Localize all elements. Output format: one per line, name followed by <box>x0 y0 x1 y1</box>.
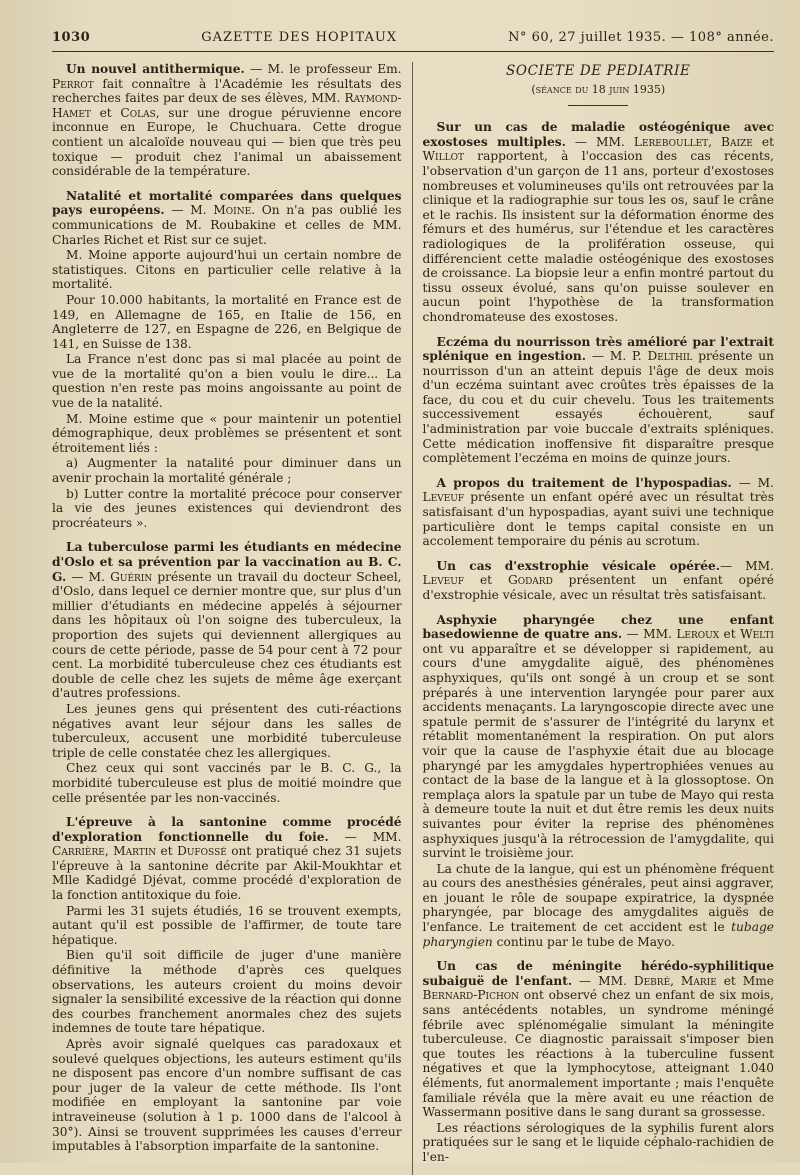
author-name: Welti <box>740 627 774 642</box>
article-text: continu par le tube de Mayo. <box>492 934 675 949</box>
article-title: Natalité et mortalité comparées dans quelques pays européens. <box>52 188 402 218</box>
article-title: Un nouvel antithermique. <box>66 62 245 76</box>
article-title: L'épreuve à la santonine comme procédé d'exploration fonctionnelle du foie. <box>52 815 402 844</box>
columns <box>52 62 774 1175</box>
author-name: Perrot <box>52 76 94 91</box>
author-name: Leveuf <box>422 573 465 588</box>
journal-title: GAZETTE DES HOPITAUX <box>201 30 398 45</box>
article-natalite <box>52 189 402 531</box>
article-text: et <box>464 573 508 588</box>
author-name: Willot <box>422 149 464 164</box>
paragraph: Après avoir signalé quelques cas paradoxaux et soulevé quelques objections, les auteurs estiment qu'ils ne disposent pas encore d'un nombre suffisant de cas pour juger de la valeur de cette méthode. Ils l'ont modifiée en employant la santonine par voie intraveineuse (solution à 1 p. 1000 dans de l'alcool à 30°). Ainsi se trouvent supprimées les causes d'erreur imputables à l'absorption imparfaite de la santonine. <box>52 1037 402 1154</box>
article-title: Asphyxie pharyngée chez une enfant basedowienne de quatre ans. <box>422 612 774 642</box>
article-tuberculose <box>52 540 402 805</box>
paragraph: Les réactions sérologiques de la syphilis furent alors pratiquées sur le sang et le liquide céphalo-rachidien de l'en- <box>422 1120 774 1164</box>
article-santonine <box>52 815 402 1154</box>
article-text: — MM. <box>328 829 402 844</box>
author-name: Lereboullet, Baize <box>633 134 753 149</box>
article-text: et <box>156 844 178 859</box>
paragraph: b) Lutter contre la mortalité précoce pour conserver la vie des jeunes existences qui deviendront des procréateurs ». <box>52 486 402 530</box>
paragraph: M. Moine apporte aujourd'hui un certain nombre de statistiques. Citons en particulier celle relative à la mortalité. <box>52 248 402 292</box>
article-title: Eczéma du nourrisson très amélioré par l'extrait splénique en ingestion. <box>422 334 774 364</box>
article-text: — MM. <box>720 558 774 573</box>
paragraph: La France n'est donc pas si mal placée au point de vue de la mortalité qu'on a bien voulu le dire... La question n'en reste pas moins angoissante au point de vue de la natalité. <box>52 352 402 411</box>
paragraph: Chez ceux qui sont vaccinés par le B. C. G., la morbidité tuberculeuse est plus de moitié moindre que celle présentée par les non-vaccinés. <box>52 761 402 805</box>
article-text: et <box>90 105 121 120</box>
page-header <box>52 30 774 52</box>
article-antithermique <box>52 62 402 179</box>
author-name: Dufossé <box>177 844 227 859</box>
article-text: fait connaître à l'Académie les résultats des recherches faites par deux de ses élèves, MM. <box>52 76 402 106</box>
article-text: — MM. <box>565 134 634 149</box>
article-title: A propos du traitement de l'hypospadias. <box>436 475 732 490</box>
right-column <box>412 62 774 1175</box>
article-text: ont vu apparaître et se développer si rapidement, au cours d'une amygdalite aiguë, des phénomènes asphyxiques, qu'ils ont songé à un croup et se sont préparés à une intervention laryngée pour parer aux accidents menaçants. La laryngoscopie directe avec une spatule permit de s'assurer de l'intégrité du larynx et rétablit momentanément la respiration. On put alors voir que la cause de l'asphyxie était due au blocage pharyngé par les amygdales hypertrophiées venues au contact de la base de la langue et à la glossoptose. On remplaça alors la spatule par un tube de Mayo qui resta à demeure toute la nuit et dut être remis les deux nuits suivantes pour éviter la reprise des phénomènes asphyxiques jusqu'à la rétrocession de l'amygdalite, qui survint le troisième jour. <box>422 641 774 861</box>
article-text: La chute de la langue, qui est un phénomène fréquent au cours des anesthésies générales, peut ainsi aggraver, en jouant le rôle de soupape expiratrice, la dyspnée pharyngée, par blocage des amygdalites aiguës de l'enfance. Le traitement de cet accident est le <box>422 861 774 935</box>
author-name: Guérin <box>110 569 153 584</box>
article-text: — MM. <box>572 973 634 988</box>
divider <box>568 105 628 106</box>
article-text: présente un travail du docteur Scheel, d'Oslo, dans lequel ce dernier montre que, sur plus d'un millier d'étudiants en médecine appelés à séjourner dans les hôpitaux où l'on soigne des tuberculeux, la proportion des sujets qui deviennent allergiques au cours de cette période, passe de 54 pour cent à 72 pour cent. La morbidité tuberculeuse chez ces étudiants est double de celle chez les sujets de même âge exerçant d'autres professions. <box>52 569 402 701</box>
page-number: 1030 <box>52 30 91 45</box>
article-text: , sur une drogue péruvienne encore inconnue en Europe, le Chuchuara. Cette drogue contient un alcaloïde nouveau qui — bien que très peu toxique — produit chez l'animal un abaissement considérable de la température. <box>52 105 402 179</box>
article-text: et Mme <box>716 973 774 988</box>
article-text: et <box>752 134 774 149</box>
author-name: Moine <box>213 203 252 218</box>
section-subtitle: (séance du 18 juin 1935) <box>531 82 666 96</box>
section-title: SOCIETE DE PEDIATRIE <box>506 63 691 79</box>
article-title: La tuberculose parmi les étudiants en médecine d'Oslo et sa prévention par la vaccination au B. C. G. <box>52 540 402 584</box>
article-text: ont pratiqué chez 31 sujets l'épreuve à la santonine décrite par Akil-Moukhtar et Mlle Kadidgé Djévat, comme procédé d'exploration de la fonction antitoxique du foie. <box>52 844 402 903</box>
article-text: . On n'a pas oublié les communications de M. Roubakine et celles de MM. Charles Richet et Rist sur ce sujet. <box>52 203 402 247</box>
issue-info: N° 60, 27 juillet 1935. — 108° année. <box>508 30 774 45</box>
article-text: — M. P. <box>586 349 648 364</box>
article-hypospadias <box>423 476 774 549</box>
author-name: Godard <box>507 573 553 588</box>
article-asphyxie <box>423 613 774 950</box>
author-name: Leveuf <box>422 490 465 505</box>
article-text: rapportent, à l'occasion des cas récents, l'observation d'un garçon de 11 ans, porteur d'exostoses nombreuses et volumineuses qu'ils ont retrouvées par la clinique et la radiographie sur tous les os, sauf le crâne et le rachis. Ils insistent sur la déformation énorme des fémurs et des humérus, sur l'étendue et les caractères radiologiques de la prolifération osseuse, qui différencient cette maladie ostéogénique des exostoses de croissance. La biopsie leur a enfin montré partout du tissu osseux évolué, sans qu'on puisse soulever en aucun point l'hypothèse de la transformation chondromateuse des exostoses. <box>422 149 774 324</box>
article-text: — M. <box>731 475 774 490</box>
paragraph: Les jeunes gens qui présentent des cuti-réactions négatives avant leur séjour dans les salles de tuberculeux, accusent une morbidité tuberculeuse triple de celle constatée chez les allergiques. <box>52 701 402 760</box>
article-text: présente un enfant opéré avec un résultat très satisfaisant d'un hypospadias, ayant suivi une technique particulière dont le temps capital consiste en un accolement temporaire du pénis au scrotum. <box>422 490 774 549</box>
author-name: Colas <box>120 105 156 120</box>
article-text: — M. le professeur Em. <box>244 62 402 76</box>
article-meningite <box>423 959 774 1164</box>
article-text: et <box>719 627 741 642</box>
left-column <box>52 62 412 1175</box>
article-text: — M. <box>164 203 214 218</box>
paragraph: Pour 10.000 habitants, la mortalité en France est de 149, en Allemagne de 165, en Italie de 156, en Angleterre de 127, en Espagne de 226, en Belgique de 141, en Suisse de 138. <box>52 292 402 351</box>
author-name: Bernard-Pichon <box>422 988 520 1003</box>
paragraph: a) Augmenter la natalité pour diminuer dans un avenir prochain la mortalité générale ; <box>52 456 402 486</box>
article-eczema <box>423 335 774 466</box>
author-name: Debré, Marie <box>633 973 717 988</box>
author-name: Raymond-Hamet <box>52 91 402 120</box>
article-osteogenique <box>423 120 774 324</box>
article-title: Un cas de méningite hérédo-syphilitique subaiguë de l'enfant. <box>422 959 774 988</box>
author-name: Delthil <box>647 349 693 364</box>
article-text: présente un nourrisson d'un an atteint depuis l'âge de deux mois d'un eczéma suintant avec croûtes très épaisses de la face, du cou et du cuir chevelu. Tous les traitements successivement essayés échouèrent, sauf l'administration par voie buccale d'extraits spléniques. Cette médication inoffensive fit disparaître presque complètement l'eczéma en moins de quinze jours. <box>422 349 774 466</box>
article-exstrophie <box>423 559 774 603</box>
author-name: Carrière, Martin <box>52 844 157 859</box>
article-text: ont observé chez un enfant de six mois, sans antécédents notables, un syndrome méningé fébrile avec splénomégalie simulant la méningite tuberculeuse. Ce diagnostic paraissait s'imposer bien que toutes les réactions à la tuberculine fussent négatives et que la lymphocytose, atteignant 1.040 éléments, fut anormalement importante ; mais l'enquête familiale révéla que la mère avait eu une réaction de Wassermann positive dans le sang durant sa grossesse. <box>422 988 774 1120</box>
emphasis-text: tubage pharyngien <box>422 920 774 949</box>
article-text: — M. <box>66 569 111 584</box>
paragraph: M. Moine estime que « pour maintenir un potentiel démographique, deux problèmes se présentent et sont étroitement liés : <box>52 411 402 455</box>
paragraph: Bien qu'il soit difficile de juger d'une manière définitive la méthode d'après ces quelques observations, les auteurs croient du moins devoir signaler la sensibilité excessive de la réaction qui donne des courbes franchement anormales chez des sujets indemnes de toute tare hépatique. <box>52 948 402 1036</box>
paragraph: Parmi les 31 sujets étudiés, 16 se trouvent exempts, autant qu'il est possible de l'affirmer, de toute tare hépatique. <box>52 903 402 947</box>
article-text: présentent un enfant opéré d'exstrophie vésicale, avec un résultat très satisfaisant. <box>422 573 775 602</box>
article-title: Sur un cas de maladie ostéogénique avec exostoses multiples. <box>422 120 774 149</box>
article-text: — MM. <box>622 627 677 642</box>
article-title: Un cas d'exstrophie vésicale opérée. <box>436 558 721 573</box>
author-name: Leroux <box>676 627 720 642</box>
